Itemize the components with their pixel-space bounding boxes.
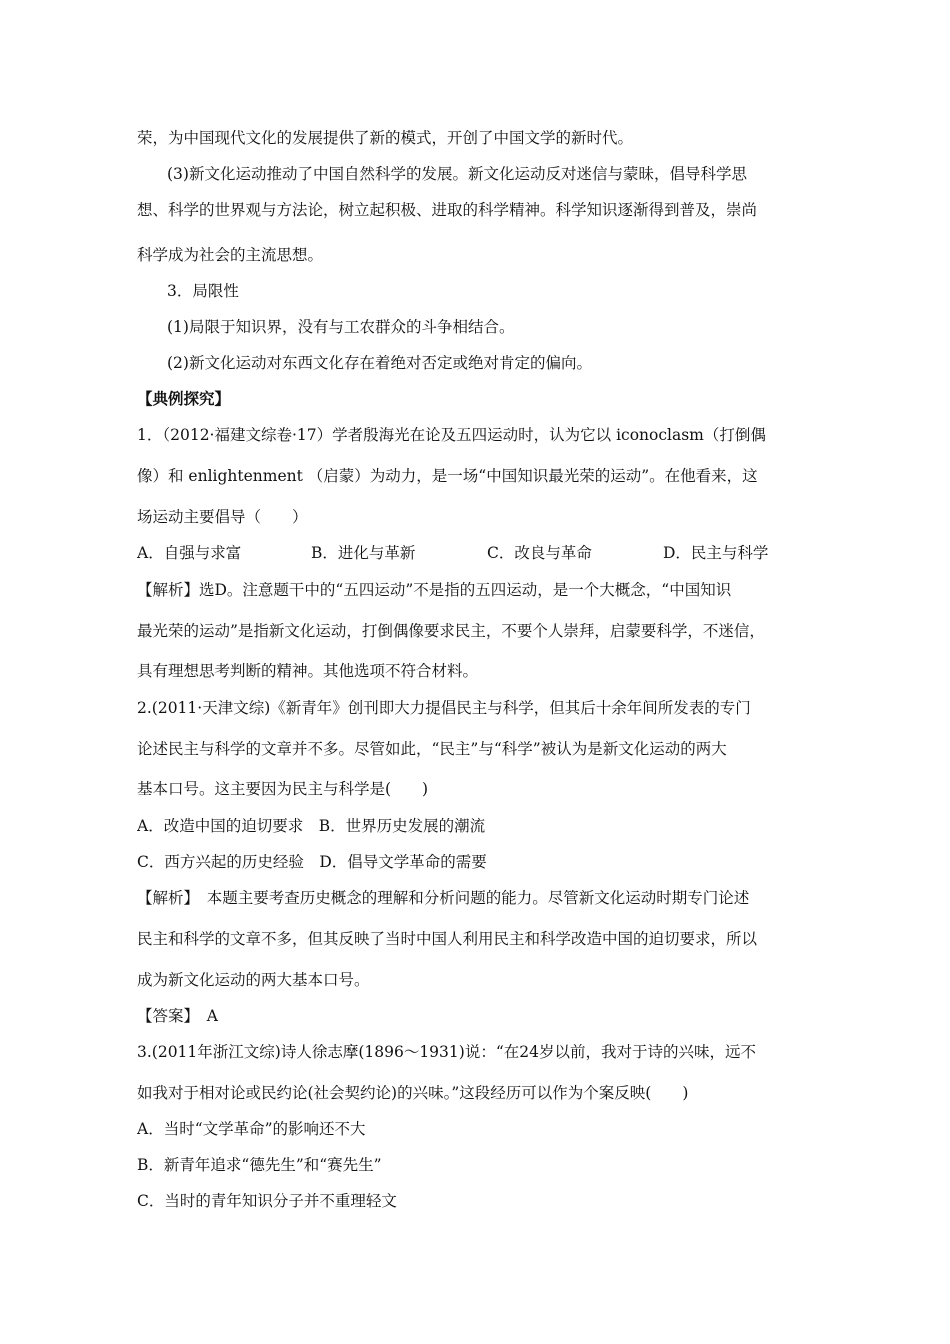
question-1-option-d: D．民主与科学	[663, 544, 769, 562]
paragraph-line-continuation: 荣，为中国现代文化的发展提供了新的模式，开创了中国文学的新时代。	[137, 129, 634, 147]
question-3-option-a: A．当时“文学革命”的影响还不大	[137, 1120, 366, 1138]
question-1-option-a: A．自强与求富	[137, 544, 242, 562]
point-3-line-2: 想、科学的世界观与方法论，树立起积极、进取的科学精神。科学知识逐渐得到普及，崇尚	[137, 201, 758, 219]
question-3-option-c: C．当时的青年知识分子并不重理轻文	[137, 1192, 397, 1210]
question-2-analysis-line-1: 【解析】 本题主要考查历史概念的理解和分析问题的能力。尽管新文化运动时期专门论述	[137, 889, 750, 907]
question-1-line-1: 1．（2012·福建文综卷·17）学者殷海光在论及五四运动时，认为它以 iconoclasm（打倒偶	[137, 426, 766, 444]
question-3-line-2: 如我对于相对论或民约论(社会契约论)的兴味。”这段经历可以作为个案反映( )	[137, 1084, 689, 1102]
point-3-line-1: (3)新文化运动推动了中国自然科学的发展。新文化运动反对迷信与蒙昧，倡导科学思	[167, 165, 747, 183]
question-1-option-c: C．改良与革命	[487, 544, 592, 562]
limitation-1: (1)局限于知识界，没有与工农群众的斗争相结合。	[167, 318, 515, 336]
question-1-line-2: 像）和 enlightenment （启蒙）为动力，是一场“中国知识最光荣的运动”。在他看来，这	[137, 467, 758, 485]
limitation-2: (2)新文化运动对东西文化存在着绝对否定或绝对肯定的偏向。	[167, 354, 592, 372]
question-3-option-b: B．新青年追求“德先生”和“赛先生”	[137, 1156, 382, 1174]
point-3-line-3: 科学成为社会的主流思想。	[137, 246, 324, 264]
question-2-options-cd: C．西方兴起的历史经验 D．倡导文学革命的需要	[137, 853, 487, 871]
question-1-line-3: 场运动主要倡导（ ）	[137, 508, 308, 526]
question-1-analysis-line-2: 最光荣的运动”是指新文化运动，打倒偶像要求民主，不要个人崇拜，启蒙要科学，不迷信，	[137, 622, 765, 640]
question-2-analysis-line-3: 成为新文化运动的两大基本口号。	[137, 971, 370, 989]
question-1-analysis-line-1: 【解析】选D。注意题干中的“五四运动”不是指的五四运动，是一个大概念，“中国知识	[137, 581, 732, 599]
section-3-heading: 3．局限性	[167, 282, 239, 300]
examples-heading: 【典例探究】	[137, 389, 231, 408]
question-1-analysis-line-3: 具有理想思考判断的精神。其他选项不符合材料。	[137, 662, 479, 680]
question-2-line-3: 基本口号。这主要因为民主与科学是( )	[137, 780, 429, 798]
question-2-answer: 【答案】 A	[137, 1007, 218, 1025]
question-2-line-2: 论述民主与科学的文章并不多。尽管如此，“民主”与“科学”被认为是新文化运动的两大	[137, 740, 727, 758]
question-2-options-ab: A．改造中国的迫切要求 B．世界历史发展的潮流	[137, 817, 486, 835]
question-2-line-1: 2.(2011·天津文综)《新青年》创刊即大力提倡民主与科学，但其后十余年间所发表的专门	[137, 699, 751, 717]
question-1-option-b: B．进化与革新	[311, 544, 416, 562]
question-3-line-1: 3.(2011年浙江文综)诗人徐志摩(1896～1931)说：“在24岁以前，我对于诗的兴味，远不	[137, 1043, 756, 1061]
question-2-analysis-line-2: 民主和科学的文章不多，但其反映了当时中国人利用民主和科学改造中国的迫切要求，所以	[137, 930, 758, 948]
question-1-options	[137, 541, 827, 565]
